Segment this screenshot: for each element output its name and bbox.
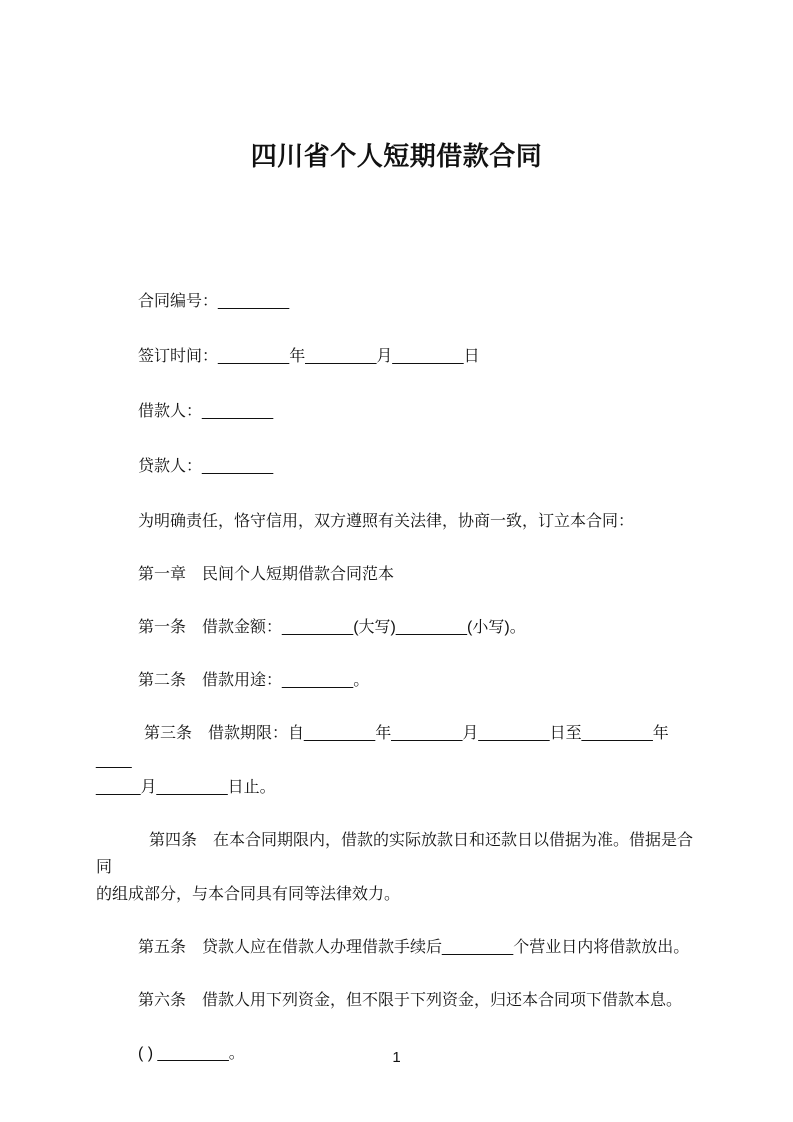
page-number: 1 — [392, 1049, 401, 1066]
para-contract-number — [96, 288, 697, 315]
article-3-line-1: 第三条 借款期限：自________年________月________日至________年____ — [96, 725, 669, 769]
article-6 — [96, 987, 697, 1014]
para-preamble — [96, 508, 697, 535]
article-3-line-2: _____月________日止。 — [96, 779, 276, 796]
article-1-text: 第一条 借款金额：________(大写)________(小写)。 — [138, 619, 526, 636]
article-2 — [96, 667, 697, 694]
article-5-text: 第五条 贷款人应在借款人办理借款手续后________个营业日内将借款放出。 — [138, 939, 690, 956]
article-4-line-1: 第四条 在本合同期限内，借款的实际放款日和还款日以借据为准。借据是合同 — [96, 832, 694, 876]
para-signing-date-text: 签订时间：________年________月________日 — [138, 348, 480, 365]
chapter-1-heading — [96, 561, 697, 588]
article-6-text: 第六条 借款人用下列资金，但不限于下列资金，归还本合同项下借款本息。 — [138, 992, 683, 1009]
para-borrower-text: 借款人：________ — [138, 403, 274, 420]
para-lender-text: 贷款人：________ — [138, 458, 274, 475]
para-lender — [96, 453, 697, 480]
chapter-1-heading-text: 第一章 民间个人短期借款合同范本 — [138, 566, 395, 583]
para-borrower — [96, 398, 697, 425]
article-3 — [96, 720, 697, 801]
article-4 — [96, 827, 697, 908]
para-preamble-text: 为明确责任，恪守信用，双方遵照有关法律，协商一致，订立本合同： — [138, 513, 635, 530]
document-content — [96, 0, 697, 1093]
article-4-line-2: 的组成部分，与本合同具有同等法律效力。 — [96, 886, 401, 903]
article-1 — [96, 614, 697, 641]
article-5 — [96, 934, 697, 961]
document-title: 四川省个人短期借款合同 — [250, 141, 543, 171]
para-contract-number-text: 合同编号：________ — [138, 293, 290, 310]
article-2-text: 第二条 借款用途：________。 — [138, 672, 370, 689]
para-signing-date — [96, 343, 697, 370]
option-blank-text: ( ) ________。 — [138, 1045, 245, 1062]
